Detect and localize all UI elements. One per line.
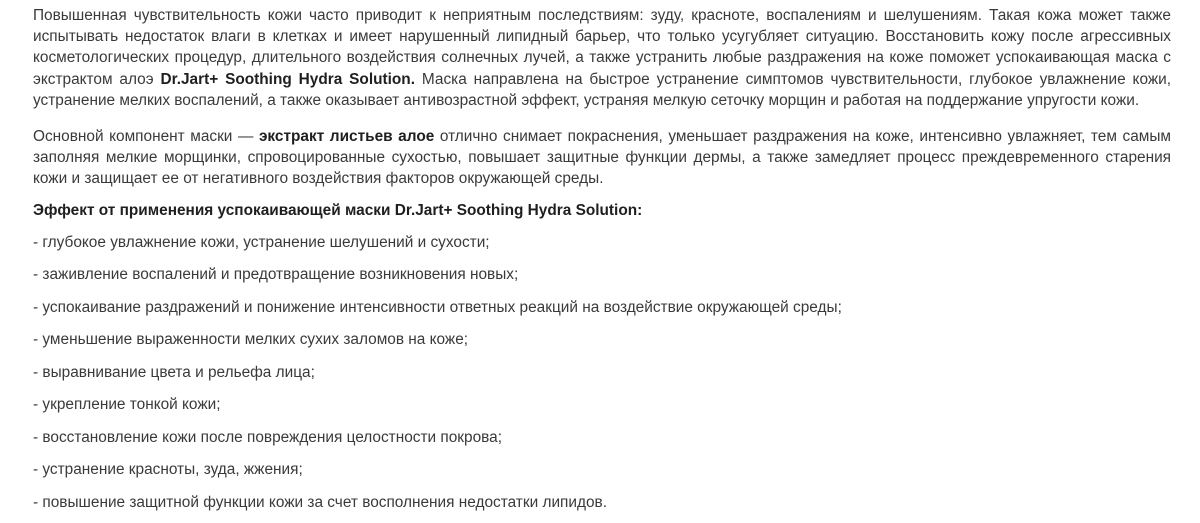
effects-heading: Эффект от применения успокаивающей маски Dr.Jart+ Soothing Hydra Solution: [33,201,643,219]
ingredient-name: экстракт листьев алое [258,128,435,146]
ingredient-paragraph [33,121,1171,190]
product-description [33,0,1171,513]
effect-item: - успокаивание раздражений и понижение интенсивности ответных реакций на воздействие окружающей среды; [33,298,842,316]
effect-item: - восстановление кожи после повреждения целостности покрова; [33,428,502,446]
effect-item: - глубокое увлажнение кожи, устранение шелушений и сухости; [33,233,490,251]
effects-list [33,233,1171,513]
effect-item: - выравнивание цвета и рельефа лица; [33,363,315,381]
effect-item: - укрепление тонкой кожи; [33,396,221,414]
effect-item: - заживление воспалений и предотвращение возникновения новых; [33,266,519,284]
effect-item: - устранение красноты, зуда, жжения; [33,461,303,479]
intro-text-start: Повышенная чувствительность кожи часто приводит к неприятным последствиям: зуду, красноте, воспалениям и шелушениям. Такая кожа может также испытывать недостаток влаги в клетках и имеет нарушенный липидный барьер, что только усугубляет ситуацию. Восстановить кожу после агрессивных косметологических процедур, длительного воздействия солнечных лучей, а также устранить любые раздражения на коже поможет успокаивающая маска с экстрактом алоэ [33,7,1171,88]
intro-text-end: Маска направлена на быстрое устранение симптомов чувствительности, глубокое увлажнение кожи, устранение мелких воспалений, а также оказывает антивозрастной эффект, устраняя мелкую сеточку морщин и работая на поддержание упругости кожи. [33,70,1171,109]
effect-item: - уменьшение выраженности мелких сухих заломов на коже; [33,331,469,349]
ingredient-text-start: Основной компонент маски — [33,128,259,146]
product-name: Dr.Jart+ Soothing Hydra Solution. [160,70,415,88]
effect-item: - повышение защитной функции кожи за счет восполнения недостатки липидов. [33,493,607,511]
ingredient-text-end: отлично снимает покраснения, уменьшает раздражения на коже, интенсивно увлажняет, тем самым заполняя мелкие морщинки, спровоцированные сухостью, повышает защитные функции дермы, а также замедляет процесс преждевременного старения кожи и защищает ее от негативного воздействия факторов окружающей среды. [33,128,1171,188]
intro-paragraph [33,0,1171,111]
